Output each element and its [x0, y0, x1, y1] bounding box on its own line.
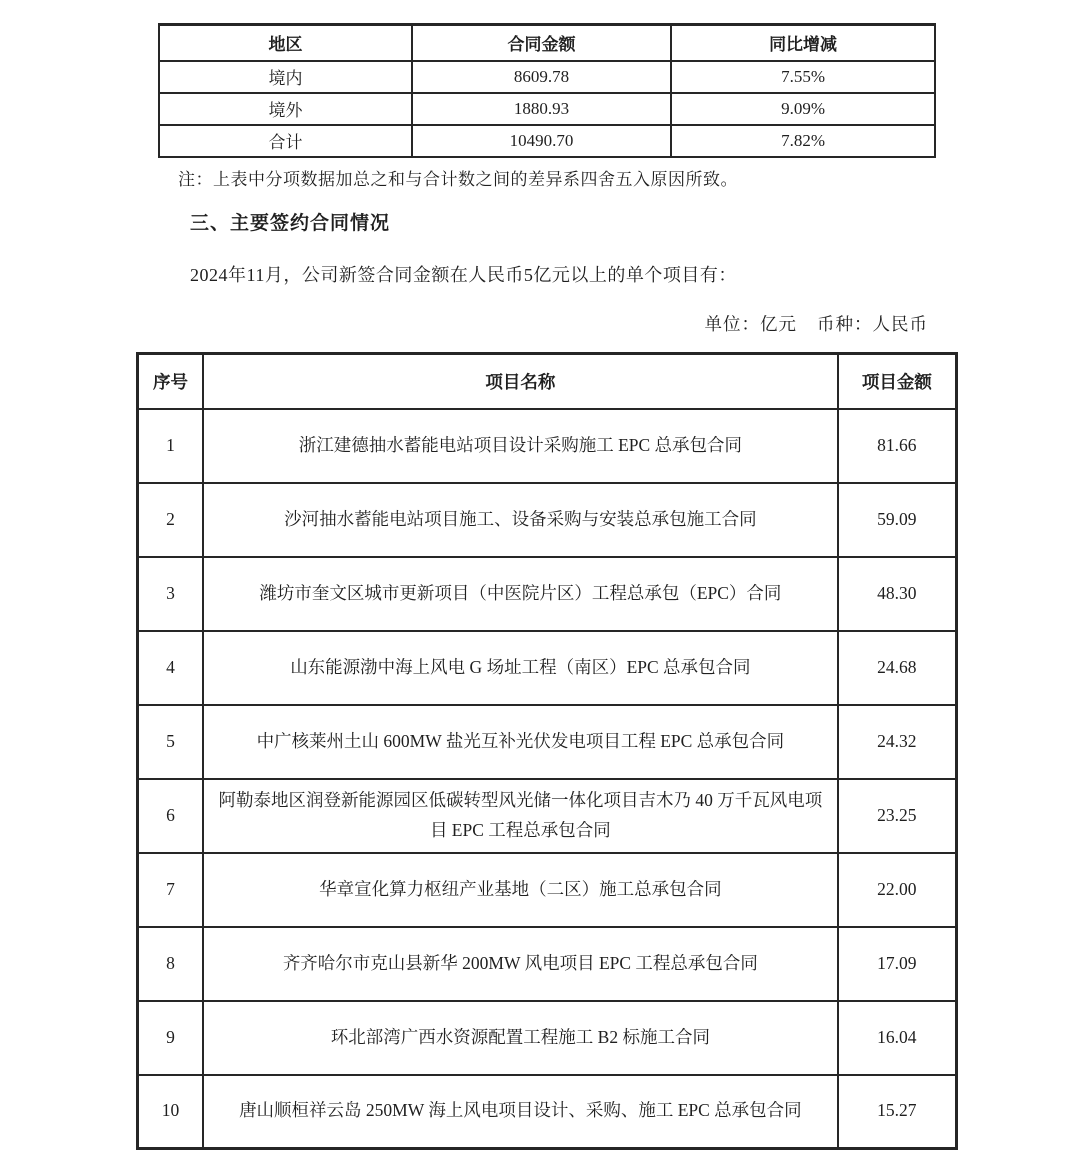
region-summary-table: [158, 23, 936, 158]
yoy-cell: 9.09%: [671, 93, 935, 125]
project-name-cell: 阿勒泰地区润登新能源园区低碳转型风光储一体化项目吉木乃 40 万千瓦风电项目 EPC 工程总承包合同: [203, 779, 838, 853]
project-amount-cell: 81.66: [838, 409, 957, 483]
yoy-header-cell: 同比增减: [671, 25, 935, 61]
table-row: [159, 125, 935, 157]
project-name-cell: 沙河抽水蓄能电站项目施工、设备采购与安装总承包施工合同: [203, 483, 838, 557]
region-cell: 境外: [159, 93, 412, 125]
project-amount-cell: 15.27: [838, 1075, 957, 1149]
row-number-cell: 5: [138, 705, 204, 779]
table-row: [138, 483, 957, 557]
table-row: [138, 557, 957, 631]
table-row: [138, 705, 957, 779]
project-amount-cell: 23.25: [838, 779, 957, 853]
project-name-cell: 中广核莱州土山 600MW 盐光互补光伏发电项目工程 EPC 总承包合同: [203, 705, 838, 779]
project-name-header-cell: 项目名称: [203, 354, 838, 409]
table-row: [138, 1001, 957, 1075]
unit-currency-line: [705, 311, 929, 336]
project-amount-header-cell: 项目金额: [838, 354, 957, 409]
project-amount-cell: 17.09: [838, 927, 957, 1001]
table-row: [138, 927, 957, 1001]
project-amount-cell: 22.00: [838, 853, 957, 927]
row-number-cell: 7: [138, 853, 204, 927]
projects-table-header-row: [138, 354, 957, 409]
row-number-cell: 6: [138, 779, 204, 853]
unit-label: 单位：亿元: [704, 314, 797, 334]
table-row: [159, 61, 935, 93]
intro-paragraph: 2024年11月，公司新签合同金额在人民币5亿元以上的单个项目有：: [190, 265, 737, 285]
project-name-cell: 潍坊市奎文区城市更新项目（中医院片区）工程总承包（EPC）合同: [203, 557, 838, 631]
project-amount-cell: 48.30: [838, 557, 957, 631]
row-number-cell: 9: [138, 1001, 204, 1075]
table-row: [138, 631, 957, 705]
project-name-cell: 浙江建德抽水蓄能电站项目设计采购施工 EPC 总承包合同: [203, 409, 838, 483]
yoy-cell: 7.82%: [671, 125, 935, 157]
amount-cell: 10490.70: [412, 125, 671, 157]
project-amount-cell: 16.04: [838, 1001, 957, 1075]
region-cell: 境内: [159, 61, 412, 93]
row-number-cell: 10: [138, 1075, 204, 1149]
table-row: [138, 1075, 957, 1149]
project-name-cell: 唐山顺桓祥云岛 250MW 海上风电项目设计、采购、施工 EPC 总承包合同: [203, 1075, 838, 1149]
row-number-cell: 1: [138, 409, 204, 483]
amount-cell: 1880.93: [412, 93, 671, 125]
no-header-cell: 序号: [138, 354, 204, 409]
table-row: [159, 93, 935, 125]
region-cell: 合计: [159, 125, 412, 157]
amount-header-cell: 合同金额: [412, 25, 671, 61]
yoy-cell: 7.55%: [671, 61, 935, 93]
rounding-note: 注：上表中分项数据加总之和与合计数之间的差异系四舍五入原因所致。: [178, 170, 738, 189]
project-name-cell: 齐齐哈尔市克山县新华 200MW 风电项目 EPC 工程总承包合同: [203, 927, 838, 1001]
project-amount-cell: 24.32: [838, 705, 957, 779]
table-row: [138, 779, 957, 853]
row-number-cell: 2: [138, 483, 204, 557]
row-number-cell: 4: [138, 631, 204, 705]
project-amount-cell: 24.68: [838, 631, 957, 705]
region-header-cell: 地区: [159, 25, 412, 61]
project-name-cell: 环北部湾广西水资源配置工程施工 B2 标施工合同: [203, 1001, 838, 1075]
amount-cell: 8609.78: [412, 61, 671, 93]
major-contracts-table: [136, 352, 958, 1150]
region-table-header-row: [159, 25, 935, 61]
project-name-cell: 山东能源渤中海上风电 G 场址工程（南区）EPC 总承包合同: [203, 631, 838, 705]
project-amount-cell: 59.09: [838, 483, 957, 557]
table-row: [138, 853, 957, 927]
currency-label: 币种：人民币: [817, 314, 928, 334]
row-number-cell: 8: [138, 927, 204, 1001]
table-row: [138, 409, 957, 483]
row-number-cell: 3: [138, 557, 204, 631]
project-name-cell: 华章宣化算力枢纽产业基地（二区）施工总承包合同: [203, 853, 838, 927]
section-heading: 三、主要签约合同情况: [190, 213, 391, 234]
